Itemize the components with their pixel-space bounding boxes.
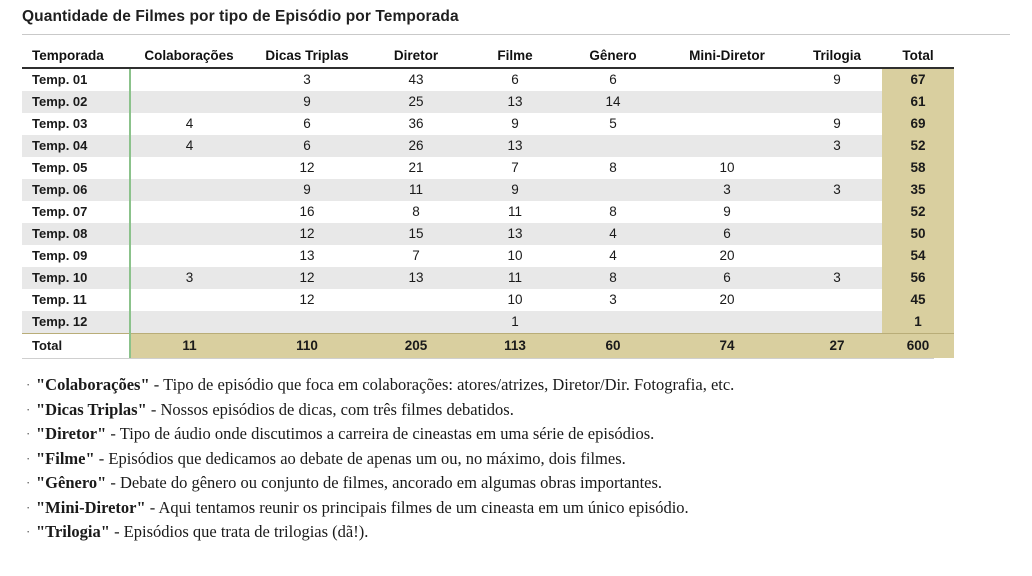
cell-diretor: 13 — [366, 267, 466, 289]
cell-diretor: 21 — [408, 160, 424, 175]
column-header-mini-diretor: Mini-Diretor — [662, 45, 792, 68]
legend-item — [26, 471, 1032, 496]
cell-mini-diretor — [662, 311, 792, 334]
cell-trilogia: 3 — [792, 135, 882, 157]
bullet-icon: · — [26, 524, 31, 539]
legend-list — [26, 373, 1032, 545]
grand-total-filme: 113 — [466, 334, 564, 359]
cell-diretor — [366, 311, 466, 334]
cell-total: 35 — [882, 179, 954, 201]
table-row — [22, 135, 954, 157]
cell-total: 56 — [882, 267, 954, 289]
row-label: Temp. 02 — [22, 91, 130, 113]
table-row — [22, 201, 954, 223]
table-body — [22, 68, 954, 358]
cell-trilogia — [792, 201, 882, 223]
bullet-icon: · — [26, 475, 31, 490]
cell-total: 54 — [882, 245, 954, 267]
cell-dicas-triplas: 9 — [248, 179, 366, 201]
column-header-filme: Filme — [466, 45, 564, 68]
legend-item — [26, 398, 1032, 423]
cell-dicas-triplas: 12 — [248, 223, 366, 245]
cell-trilogia: 9 — [833, 116, 841, 131]
cell-colaboracoes — [130, 91, 248, 113]
legend-description: - Episódios que dedicamos ao debate de apenas um ou, no máximo, dois filmes. — [94, 448, 626, 468]
cell-dicas-triplas: 12 — [299, 160, 315, 175]
cell-mini-diretor: 10 — [719, 160, 735, 175]
table-row — [22, 179, 954, 201]
cell-total: 52 — [882, 135, 954, 157]
column-header-temporada: Temporada — [22, 45, 130, 68]
cell-filme: 13 — [466, 223, 564, 245]
cell-trilogia — [792, 157, 882, 179]
cell-diretor: 36 — [408, 116, 424, 131]
legend-term: "Trilogia" — [36, 522, 110, 541]
table-row — [22, 289, 954, 311]
cell-mini-diretor: 6 — [662, 223, 792, 245]
grand-total-genero: 60 — [564, 334, 662, 359]
cell-trilogia: 3 — [792, 267, 882, 289]
cell-total: 1 — [882, 311, 954, 334]
cell-filme: 11 — [466, 267, 564, 289]
cell-colaboracoes: 4 — [185, 116, 194, 131]
grand-total-diretor: 205 — [366, 334, 466, 359]
cell-total: 50 — [882, 223, 954, 245]
grand-total-dicas-triplas: 110 — [248, 334, 366, 359]
bullet-icon: · — [26, 450, 31, 466]
legend-description: - Nossos episódios de dicas, com três filmes debatidos. — [146, 399, 514, 419]
cell-genero — [564, 135, 662, 157]
cell-genero — [564, 179, 662, 201]
cell-filme: 6 — [511, 72, 519, 87]
cell-total: 67 — [882, 68, 954, 91]
cell-trilogia — [792, 311, 882, 334]
cell-filme: 9 — [511, 116, 519, 131]
table-row — [22, 113, 954, 135]
cell-mini-diretor: 20 — [719, 248, 735, 263]
table-row — [22, 311, 954, 334]
cell-total: 58 — [882, 157, 954, 179]
column-header-dicas-triplas: Dicas Triplas — [248, 45, 366, 68]
cell-mini-diretor — [662, 91, 792, 113]
legend-description: - Aqui tentamos reunir os principais filmes de um cineasta em um único episódio. — [145, 497, 689, 517]
legend-description: - Tipo de episódio que foca em colaborações: atores/atrizes, Diretor/Dir. Fotografia, etc. — [149, 375, 735, 394]
cell-colaboracoes — [130, 289, 248, 311]
cell-diretor: 43 — [408, 72, 424, 87]
cell-colaboracoes: 3 — [130, 267, 248, 289]
cell-trilogia — [792, 223, 882, 245]
legend-description: - Debate do gênero ou conjunto de filmes, ancorado em algumas obras importantes. — [106, 473, 663, 492]
column-header-colaboracoes: Colaborações — [130, 45, 248, 68]
grand-total-trilogia: 27 — [792, 334, 882, 359]
cell-mini-diretor: 3 — [662, 179, 792, 201]
cell-filme: 9 — [466, 179, 564, 201]
cell-dicas-triplas: 9 — [248, 91, 366, 113]
cell-diretor: 26 — [366, 135, 466, 157]
cell-dicas-triplas: 3 — [303, 72, 311, 87]
cell-dicas-triplas — [248, 311, 366, 334]
row-label: Temp. 05 — [22, 157, 130, 179]
row-label: Temp. 07 — [22, 201, 130, 223]
cell-diretor — [366, 289, 466, 311]
table-bottom-divider — [22, 358, 934, 359]
row-label: Temp. 08 — [22, 223, 130, 245]
row-label: Temp. 06 — [22, 179, 130, 201]
legend-description: - Episódios que trata de trilogias (dã!). — [109, 522, 369, 541]
cell-genero: 3 — [609, 292, 617, 307]
legend-item — [26, 447, 1032, 472]
cell-colaboracoes — [130, 201, 248, 223]
table-row — [22, 245, 954, 267]
grand-total-row — [22, 334, 954, 359]
grand-total-total: 600 — [882, 334, 954, 359]
page-title: Quantidade de Filmes por tipo de Episódio por Temporada — [22, 8, 459, 25]
cell-dicas-triplas: 13 — [299, 248, 315, 263]
row-label: Temp. 04 — [22, 135, 130, 157]
cell-genero — [564, 311, 662, 334]
legend-term: "Filme" — [36, 448, 95, 468]
cell-filme: 11 — [507, 204, 522, 219]
legend-term: "Mini-Diretor" — [36, 497, 146, 517]
cell-genero: 8 — [609, 204, 617, 219]
column-header-total: Total — [882, 45, 954, 68]
table-row — [22, 68, 954, 91]
cell-filme: 7 — [511, 160, 519, 175]
bullet-icon: · — [26, 499, 31, 515]
cell-dicas-triplas: 6 — [303, 116, 311, 131]
grand-total-mini-diretor: 74 — [662, 334, 792, 359]
row-label: Temp. 10 — [22, 267, 130, 289]
cell-mini-diretor: 6 — [662, 267, 792, 289]
bullet-icon: · — [26, 401, 31, 417]
cell-dicas-triplas: 12 — [299, 292, 315, 307]
cell-trilogia — [792, 245, 882, 267]
cell-filme: 13 — [466, 91, 564, 113]
cell-dicas-triplas: 12 — [248, 267, 366, 289]
column-header-trilogia: Trilogia — [792, 45, 882, 68]
table-row — [22, 223, 954, 245]
bullet-icon: · — [26, 426, 31, 441]
row-label: Temp. 09 — [22, 245, 130, 267]
legend-term: "Gênero" — [36, 473, 107, 492]
cell-colaboracoes — [130, 179, 248, 201]
cell-colaboracoes — [130, 157, 248, 179]
table-header — [22, 45, 954, 68]
title-divider — [22, 34, 1010, 35]
cell-genero: 14 — [564, 91, 662, 113]
cell-genero: 4 — [609, 248, 617, 263]
cell-genero: 6 — [609, 72, 617, 87]
cell-colaboracoes — [130, 68, 248, 91]
cell-colaboracoes: 4 — [130, 135, 248, 157]
cell-mini-diretor — [662, 113, 792, 135]
pivot-table — [22, 45, 954, 358]
cell-total: 52 — [882, 201, 954, 223]
legend-term: "Dicas Triplas" — [36, 399, 147, 419]
cell-trilogia — [792, 91, 882, 113]
cell-mini-diretor — [662, 68, 792, 91]
legend-description: - Tipo de áudio onde discutimos a carreira de cineastas em uma série de episódios. — [106, 424, 655, 443]
cell-colaboracoes — [130, 311, 248, 334]
cell-genero: 5 — [609, 116, 617, 131]
cell-trilogia: 3 — [792, 179, 882, 201]
cell-total: 45 — [882, 289, 954, 311]
legend-item — [26, 520, 1032, 545]
row-label: Temp. 01 — [22, 68, 130, 91]
cell-total: 69 — [882, 113, 954, 135]
cell-trilogia — [792, 289, 882, 311]
header-row — [22, 45, 954, 68]
cell-colaboracoes — [130, 223, 248, 245]
grand-total-label: Total — [22, 334, 130, 359]
legend-item — [26, 373, 1032, 398]
row-label: Temp. 11 — [22, 289, 130, 311]
table-row — [22, 91, 954, 113]
cell-dicas-triplas: 6 — [248, 135, 366, 157]
cell-colaboracoes — [130, 245, 248, 267]
table-row — [22, 157, 954, 179]
row-label: Temp. 03 — [22, 113, 130, 135]
cell-dicas-triplas: 16 — [299, 204, 315, 219]
cell-diretor: 11 — [366, 179, 466, 201]
cell-trilogia: 9 — [833, 72, 841, 87]
table-row — [22, 267, 954, 289]
cell-diretor: 15 — [366, 223, 466, 245]
cell-mini-diretor: 20 — [719, 292, 735, 307]
cell-genero: 8 — [564, 267, 662, 289]
legend-term: "Diretor" — [36, 424, 107, 443]
cell-filme: 1 — [466, 311, 564, 334]
cell-diretor: 25 — [366, 91, 466, 113]
cell-diretor: 8 — [412, 204, 420, 219]
legend-term: "Colaborações" — [36, 375, 150, 394]
pivot-table-container — [22, 45, 934, 358]
cell-mini-diretor: 9 — [723, 204, 731, 219]
bullet-icon: · — [26, 377, 31, 392]
legend-item — [26, 496, 1032, 521]
cell-genero: 4 — [564, 223, 662, 245]
legend-item — [26, 422, 1032, 447]
cell-diretor: 7 — [412, 248, 420, 263]
cell-mini-diretor — [662, 135, 792, 157]
grand-total-colaboracoes: 11 — [130, 334, 248, 359]
column-header-genero: Gênero — [564, 45, 662, 68]
cell-filme: 10 — [507, 292, 523, 307]
cell-filme: 10 — [507, 248, 523, 263]
cell-total: 61 — [882, 91, 954, 113]
cell-genero: 8 — [609, 160, 617, 175]
cell-filme: 13 — [466, 135, 564, 157]
column-header-diretor: Diretor — [366, 45, 466, 68]
row-label: Temp. 12 — [22, 311, 130, 334]
